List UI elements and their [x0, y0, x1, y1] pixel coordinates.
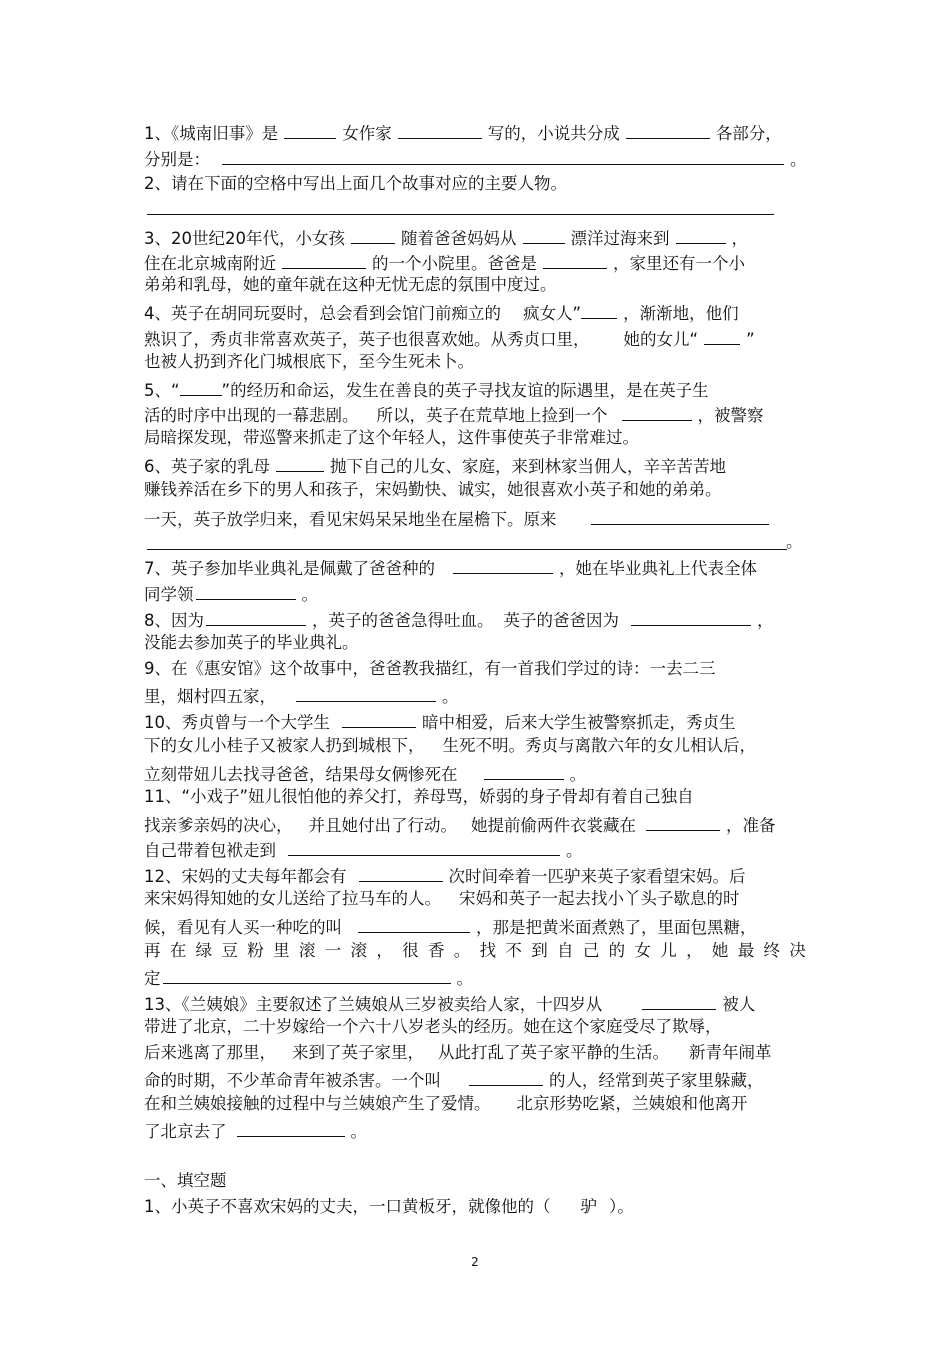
- text: 找亲爹亲妈的决心，: [144, 816, 293, 835]
- blank[interactable]: [196, 581, 296, 600]
- text: 定: [144, 969, 161, 988]
- text: ，她在毕业典礼上代表全体: [559, 559, 757, 578]
- text: 并且她付出了行动。: [308, 816, 457, 835]
- q13-line-2: [144, 1016, 722, 1038]
- text: 各部分，: [715, 124, 782, 143]
- q12-line-1: [144, 863, 746, 885]
- text: 疯女人”: [523, 304, 582, 323]
- q6-line-4-end: [786, 531, 803, 553]
- blank[interactable]: [398, 120, 482, 139]
- text: 赚钱养活在乡下的男人和孩子，宋妈勤快、诚实，她很喜欢小英子和她的弟弟。: [144, 480, 722, 499]
- text: 的: [608, 941, 626, 960]
- q10-line-1: [144, 709, 736, 731]
- blank[interactable]: [288, 837, 560, 856]
- text: 立刻带妞儿去找寻爸爸，结果母女俩惨死在: [144, 765, 458, 784]
- text: 。: [566, 841, 583, 860]
- blank[interactable]: [676, 225, 726, 244]
- text: 找: [479, 941, 497, 960]
- text: 。: [442, 687, 459, 706]
- text: 没能去参加英子的毕业典礼。: [144, 633, 359, 652]
- q11-line-1: [144, 786, 694, 808]
- text: 最: [737, 941, 755, 960]
- q11-line-2: [144, 812, 776, 834]
- q8-line-1: [144, 607, 774, 629]
- text: 1、《城南旧事》是: [144, 124, 279, 143]
- text: 从此打乱了英子家平静的生活。: [438, 1043, 669, 1062]
- text: 女: [634, 941, 651, 960]
- q5-line-2: [144, 402, 764, 424]
- q7-line-2: [144, 581, 318, 603]
- text: 香: [427, 941, 445, 960]
- q2-line-1: [144, 173, 567, 195]
- q6-line-2: [144, 479, 722, 501]
- blank[interactable]: [484, 761, 564, 780]
- text: 候，看见有人买一种吃的叫: [144, 918, 342, 937]
- blank[interactable]: [351, 225, 395, 244]
- blank[interactable]: [631, 607, 751, 626]
- text: 儿: [660, 941, 677, 960]
- section-heading: [144, 1170, 227, 1192]
- q2-answer-blank[interactable]: [147, 214, 774, 215]
- q3-line-3: [144, 274, 557, 296]
- text: 写的，小说共分成: [487, 124, 620, 143]
- text: 宋妈和英子一起去找小丫头子歇息的时: [459, 889, 740, 908]
- text: 4、英子在胡同玩耍时，总会看到会馆门前痴立的: [144, 304, 501, 323]
- text: 带进了北京，二十岁嫁给一个六十八岁老头的经历。她在这个家庭受尽了欺辱，: [144, 1017, 722, 1036]
- text: 自: [557, 941, 574, 960]
- s1-q1-line: [144, 1196, 634, 1218]
- q12-line-2: [144, 888, 740, 910]
- q9-line-1: [144, 658, 716, 680]
- text: 6、英子家的乳母: [144, 457, 270, 476]
- text: ，: [686, 941, 703, 960]
- text: ，: [757, 611, 774, 630]
- text: ，家里还有一个小: [613, 254, 745, 273]
- text: 后来逃离了那里，: [144, 1043, 276, 1062]
- text: ，渐渐地，他们: [623, 304, 739, 323]
- text: 。: [350, 1122, 367, 1141]
- blank[interactable]: [646, 812, 720, 831]
- text: 终: [763, 941, 780, 960]
- text: 决: [789, 941, 806, 960]
- q6-line-1: [144, 453, 726, 475]
- text: 。: [569, 765, 586, 784]
- text: 9、在《惠安馆》这个故事中，爸爸教我描红，有一首我们学过的诗：一去二三: [144, 659, 716, 678]
- q3-line-2: [144, 250, 745, 272]
- text: 所以，英子在荒草地上捡到一个: [376, 406, 608, 425]
- q13-line-1: [144, 991, 755, 1013]
- text: 很: [402, 941, 419, 960]
- blank[interactable]: [469, 1067, 543, 1086]
- text: 北京形势吃紧，兰姨娘和他离开: [516, 1094, 748, 1113]
- text: 分别是：: [144, 150, 210, 169]
- text: 新青年闹革: [689, 1043, 772, 1062]
- text: 不: [505, 941, 522, 960]
- text: 被人: [722, 995, 756, 1014]
- text: 暗中相爱，后来大学生被警察抓走，秀贞生: [422, 713, 736, 732]
- blank[interactable]: [642, 991, 716, 1010]
- q1-line-2: [144, 146, 807, 168]
- q4-line-1: [144, 300, 739, 322]
- blank[interactable]: [591, 506, 769, 525]
- text: 里，烟村四五家，: [144, 687, 276, 706]
- text: 2、请在下面的空格中写出上面几个故事对应的主要人物。: [144, 174, 567, 193]
- text: 12、宋妈的丈夫每年都会有: [144, 867, 347, 886]
- text: 生死不明。秀贞与离散六年的女儿相认后，: [442, 736, 756, 755]
- text: 女作家: [342, 124, 392, 143]
- text: ，: [376, 941, 393, 960]
- text: 到: [531, 941, 548, 960]
- text: 滚: [350, 941, 367, 960]
- q11-line-3: [144, 837, 583, 859]
- text: ，被警察: [697, 406, 764, 425]
- text: 的一个小院里。爸爸是: [372, 254, 537, 273]
- q13-line-5: [144, 1093, 748, 1115]
- blank[interactable]: [453, 555, 553, 574]
- q5-line-3: [144, 427, 639, 449]
- blank[interactable]: [543, 250, 607, 269]
- text: 5、“: [144, 381, 180, 400]
- text: 次时间牵着一匹驴来英子家看望宋妈。后: [448, 867, 746, 886]
- text: 下的女儿小桂子又被家人扔到城根下，: [144, 736, 425, 755]
- text: 一: [324, 941, 342, 960]
- text: 绿: [195, 941, 213, 960]
- page-number: 2: [471, 1255, 479, 1269]
- text: 她: [711, 941, 729, 960]
- q6-answer-blank[interactable]: [147, 549, 787, 550]
- blank[interactable]: [282, 250, 366, 269]
- text: 。: [453, 941, 471, 960]
- text: 她提前偷两件衣裳藏在: [471, 816, 636, 835]
- text: 再: [144, 941, 161, 960]
- blank[interactable]: [284, 120, 336, 139]
- text: 活的时序中出现的一幕悲剧。: [144, 406, 359, 425]
- q10-line-3: [144, 761, 586, 783]
- q4-line-3: [144, 351, 474, 373]
- q4-line-2: [144, 326, 755, 348]
- text: 局暗探发现，带巡警来抓走了这个年轻人，这件事使英子非常难过。: [144, 428, 639, 447]
- blank[interactable]: [523, 225, 565, 244]
- q13-line-4: [144, 1067, 764, 1089]
- blank[interactable]: [163, 965, 451, 984]
- q10-line-2: [144, 735, 756, 757]
- q13-line-6: [144, 1118, 367, 1140]
- text: 一天，英子放学归来，看见宋妈呆呆地坐在屋檐下。原来: [144, 510, 557, 529]
- blank[interactable]: [206, 607, 306, 626]
- text: 来到了英子家里，: [292, 1043, 424, 1062]
- text: 在和兰姨娘接触的过程中与兰姨娘产生了爱情。: [144, 1094, 491, 1113]
- text: 抛下自己的儿女、家庭，来到林家当佣人，辛辛苦苦地: [330, 457, 726, 476]
- text: 一、填空题: [144, 1171, 227, 1190]
- text: 8、因为: [144, 611, 204, 630]
- text: 滚: [298, 941, 316, 960]
- text: ，那是把黄米面煮熟了，里面包黑糖，: [476, 918, 757, 937]
- text: 也被人扔到齐化门城根底下，至今生死未卜。: [144, 352, 474, 371]
- text: 驴: [580, 1197, 597, 1216]
- text: 英子的爸爸因为: [503, 611, 619, 630]
- text: ，准备: [726, 816, 776, 835]
- q12-line-3: [144, 914, 757, 936]
- text: 的人，经常到英子家里躲藏，: [549, 1071, 764, 1090]
- text: 随着爸爸妈妈从: [401, 229, 517, 248]
- blank[interactable]: [359, 863, 443, 882]
- blank[interactable]: [704, 326, 740, 345]
- blank[interactable]: [296, 683, 436, 702]
- q8-line-2: [144, 632, 359, 654]
- text: ”: [746, 330, 755, 349]
- text: ）。: [609, 1197, 634, 1216]
- text: 她的女儿“: [623, 330, 699, 349]
- text: 。: [456, 969, 473, 988]
- text: 豆: [221, 941, 238, 960]
- text: 。: [301, 585, 318, 604]
- blank[interactable]: [222, 146, 784, 165]
- blank[interactable]: [358, 914, 470, 933]
- text: 命的时期，不少革命青年被杀害。一个叫: [144, 1071, 441, 1090]
- text: 在: [169, 941, 187, 960]
- q6-line-3: [144, 506, 775, 528]
- text: ，: [731, 229, 748, 248]
- text: 粉: [247, 941, 264, 960]
- text: 熟识了，秀贞非常喜欢英子，英子也很喜欢她。从秀贞口里，: [144, 330, 590, 349]
- text: 7、英子参加毕业典礼是佩戴了爸爸种的: [144, 559, 435, 578]
- text: 自己带着包袱走到: [144, 841, 276, 860]
- blank[interactable]: [180, 377, 222, 396]
- blank[interactable]: [581, 300, 617, 319]
- text: 13、《兰姨娘》主要叙述了兰姨娘从三岁被卖给人家，十四岁从: [144, 995, 603, 1014]
- q3-line-1: [144, 225, 748, 247]
- text: 了北京去了: [144, 1122, 227, 1141]
- text: ”的经历和命运，发生在善良的英子寻找友谊的际遇里，是在英子生: [221, 381, 709, 400]
- q5-line-1: [144, 377, 709, 399]
- q7-line-1: [144, 555, 757, 577]
- text: 己: [582, 941, 600, 960]
- text: 10、秀贞曾与一个大学生: [144, 713, 330, 732]
- text: 3、20世纪20年代，小女孩: [144, 229, 345, 248]
- text: 来宋妈得知她的女儿送给了拉马车的人。: [144, 889, 441, 908]
- text: 1、小英子不喜欢宋妈的丈夫，一口黄板牙，就像他的（: [144, 1197, 551, 1216]
- text: 里: [273, 941, 290, 960]
- q13-line-3: [144, 1042, 772, 1064]
- q12-line-5: [144, 965, 473, 987]
- text: ，英子的爸爸急得吐血。: [312, 611, 494, 630]
- blank[interactable]: [342, 709, 416, 728]
- blank[interactable]: [622, 402, 692, 421]
- text: 弟弟和乳母，她的童年就在这种无忧无虑的氛围中度过。: [144, 275, 557, 294]
- text: 漂洋过海来到: [570, 229, 670, 248]
- text: 同学领: [144, 585, 194, 604]
- blank[interactable]: [626, 120, 710, 139]
- blank[interactable]: [237, 1118, 345, 1137]
- q1-line-1: [144, 120, 782, 142]
- text: 住在北京城南附近: [144, 254, 276, 273]
- text: 11、“小戏子”妞儿很怕他的养父打，养母骂，娇弱的身子骨却有着自己独自: [144, 787, 694, 806]
- q12-line-4: [144, 940, 806, 962]
- text: 。: [790, 150, 807, 169]
- text: 。: [786, 532, 803, 551]
- blank[interactable]: [276, 453, 324, 472]
- q9-line-2: [144, 683, 459, 705]
